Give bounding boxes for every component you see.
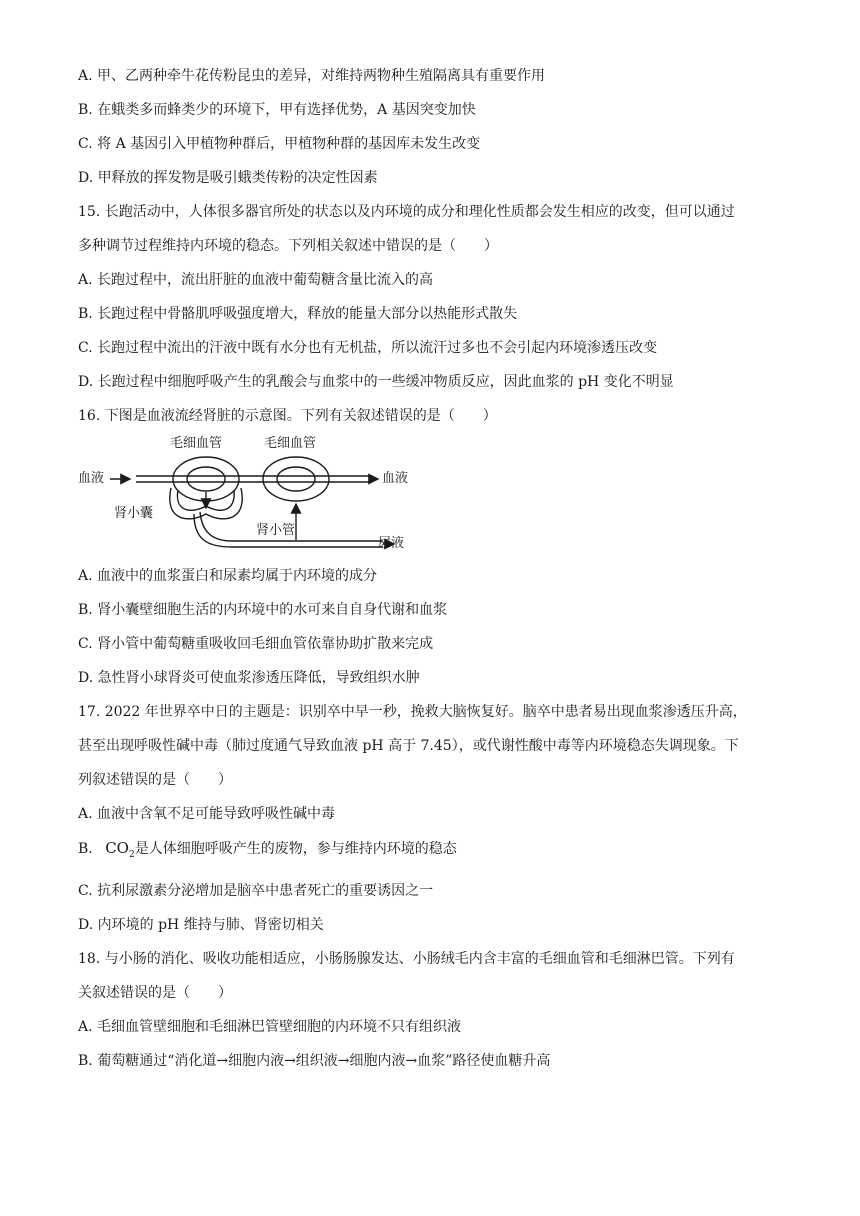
q15-option-d: D. 长跑过程中细胞呼吸产生的乳酸会与血浆中的一些缓冲物质反应，因此血浆的 pH 变化不明显 xyxy=(78,374,674,390)
label-blood-in: 血液 xyxy=(78,471,105,486)
q18-option-b: B. 葡萄糖通过“消化道→细胞内液→组织液→细胞内液→血浆”路径使血糖升高 xyxy=(78,1053,551,1069)
capillary-loop-1-inner xyxy=(187,467,225,491)
q15-option-a: A. 长跑过程中，流出肝脏的血液中葡萄糖含量比流入的高 xyxy=(78,272,434,288)
q18-stem-line-1: 18. 与小肠的消化、吸收功能相适应，小肠肠腺发达、小肠绒毛内含丰富的毛细血管和毛细淋巴管。下列有 xyxy=(78,951,735,967)
q17-option-c: C. 抗利尿激素分泌增加是脑卒中患者死亡的重要诱因之一 xyxy=(78,883,434,899)
q17-option-b-prefix: B. xyxy=(78,841,93,857)
co2-subscript: 2 xyxy=(128,850,135,860)
q18-option-a: A. 毛细血管壁细胞和毛细淋巴管壁细胞的内环境不只有组织液 xyxy=(78,1019,462,1035)
q17-option-b-text: 是人体细胞呼吸产生的废物，参与维持内环境的稳态 xyxy=(134,841,457,857)
q17-option-d: D. 内环境的 pH 维持与肺、肾密切相关 xyxy=(78,917,324,933)
capillary-loop-2-outer xyxy=(263,457,329,501)
q17-stem-line-2: 甚至出现呼吸性碱中毒（肺过度通气导致血液 pH 高于 7.45），或代谢性酸中毒等内环境稳态失调现象。下 xyxy=(78,738,739,754)
label-blood-out: 血液 xyxy=(382,471,409,486)
q18-stem-line-2: 关叙述错误的是（ ） xyxy=(78,985,232,1001)
capillary-loop-2-inner xyxy=(277,467,315,491)
exam-page xyxy=(78,66,798,1085)
q15-stem-line-1: 15. 长跑活动中，人体很多器官所处的状态以及内环境的成分和理化性质都会发生相应的改变，但可以通过 xyxy=(78,204,735,220)
label-urine: 尿液 xyxy=(378,536,405,551)
label-capillary-1: 毛细血管 xyxy=(170,436,223,451)
co2-main: CO xyxy=(105,839,129,857)
q17-stem xyxy=(78,702,798,790)
label-renal-capsule: 肾小囊 xyxy=(114,506,154,521)
kidney-blood-flow-diagram xyxy=(78,436,418,556)
q14-option-c: C. 将 A 基因引入甲植物种群后，甲植物种群的基因库未发生改变 xyxy=(78,136,481,152)
co2-formula xyxy=(105,839,135,860)
q15-option-b: B. 长跑过程中骨骼肌呼吸强度增大，释放的能量大部分以热能形式散失 xyxy=(78,306,518,322)
q17-option-b xyxy=(78,838,798,865)
q18-stem xyxy=(78,949,798,1003)
q15-stem-line-2: 多种调节过程维持内环境的稳态。下列相关叙述中错误的是（ ） xyxy=(78,238,498,254)
q16-option-c: C. 肾小管中葡萄糖重吸收回毛细血管依靠协助扩散来完成 xyxy=(78,636,434,652)
q16-stem: 16. 下图是血液流经肾脏的示意图。下列有关叙述错误的是（ ） xyxy=(78,408,497,424)
label-renal-tubule: 肾小管 xyxy=(256,523,296,538)
q16-option-a: A. 血液中的血浆蛋白和尿素均属于内环境的成分 xyxy=(78,568,378,584)
q14-option-b: B. 在蛾类多而蜂类少的环境下，甲有选择优势，A 基因突变加快 xyxy=(78,102,476,118)
q14-option-d: D. 甲释放的挥发物是吸引蛾类传粉的决定性因素 xyxy=(78,170,378,186)
q17-stem-line-3: 列叙述错误的是（ ） xyxy=(78,772,232,788)
q15-option-c: C. 长跑过程中流出的汗液中既有水分也有无机盐，所以流汗过多也不会引起内环境渗透压改变 xyxy=(78,340,658,356)
q14-option-a: A. 甲、乙两种牵牛花传粉昆虫的差异，对维持两物种生殖隔离具有重要作用 xyxy=(78,68,546,84)
q15-stem xyxy=(78,202,798,256)
q17-option-a: A. 血液中含氧不足可能导致呼吸性碱中毒 xyxy=(78,806,336,822)
q16-option-d: D. 急性肾小球肾炎可使血浆渗透压降低，导致组织水肿 xyxy=(78,670,420,686)
q17-stem-line-1: 17. 2022 年世界卒中日的主题是：识别卒中早一秒，挽救大脑恢复好。脑卒中患者易出现血浆渗透压升高， xyxy=(78,704,747,720)
kidney-diagram-svg xyxy=(78,436,418,556)
label-capillary-2: 毛细血管 xyxy=(264,436,317,451)
q16-option-b: B. 肾小囊壁细胞生活的内环境中的水可来自自身代谢和血浆 xyxy=(78,602,448,618)
